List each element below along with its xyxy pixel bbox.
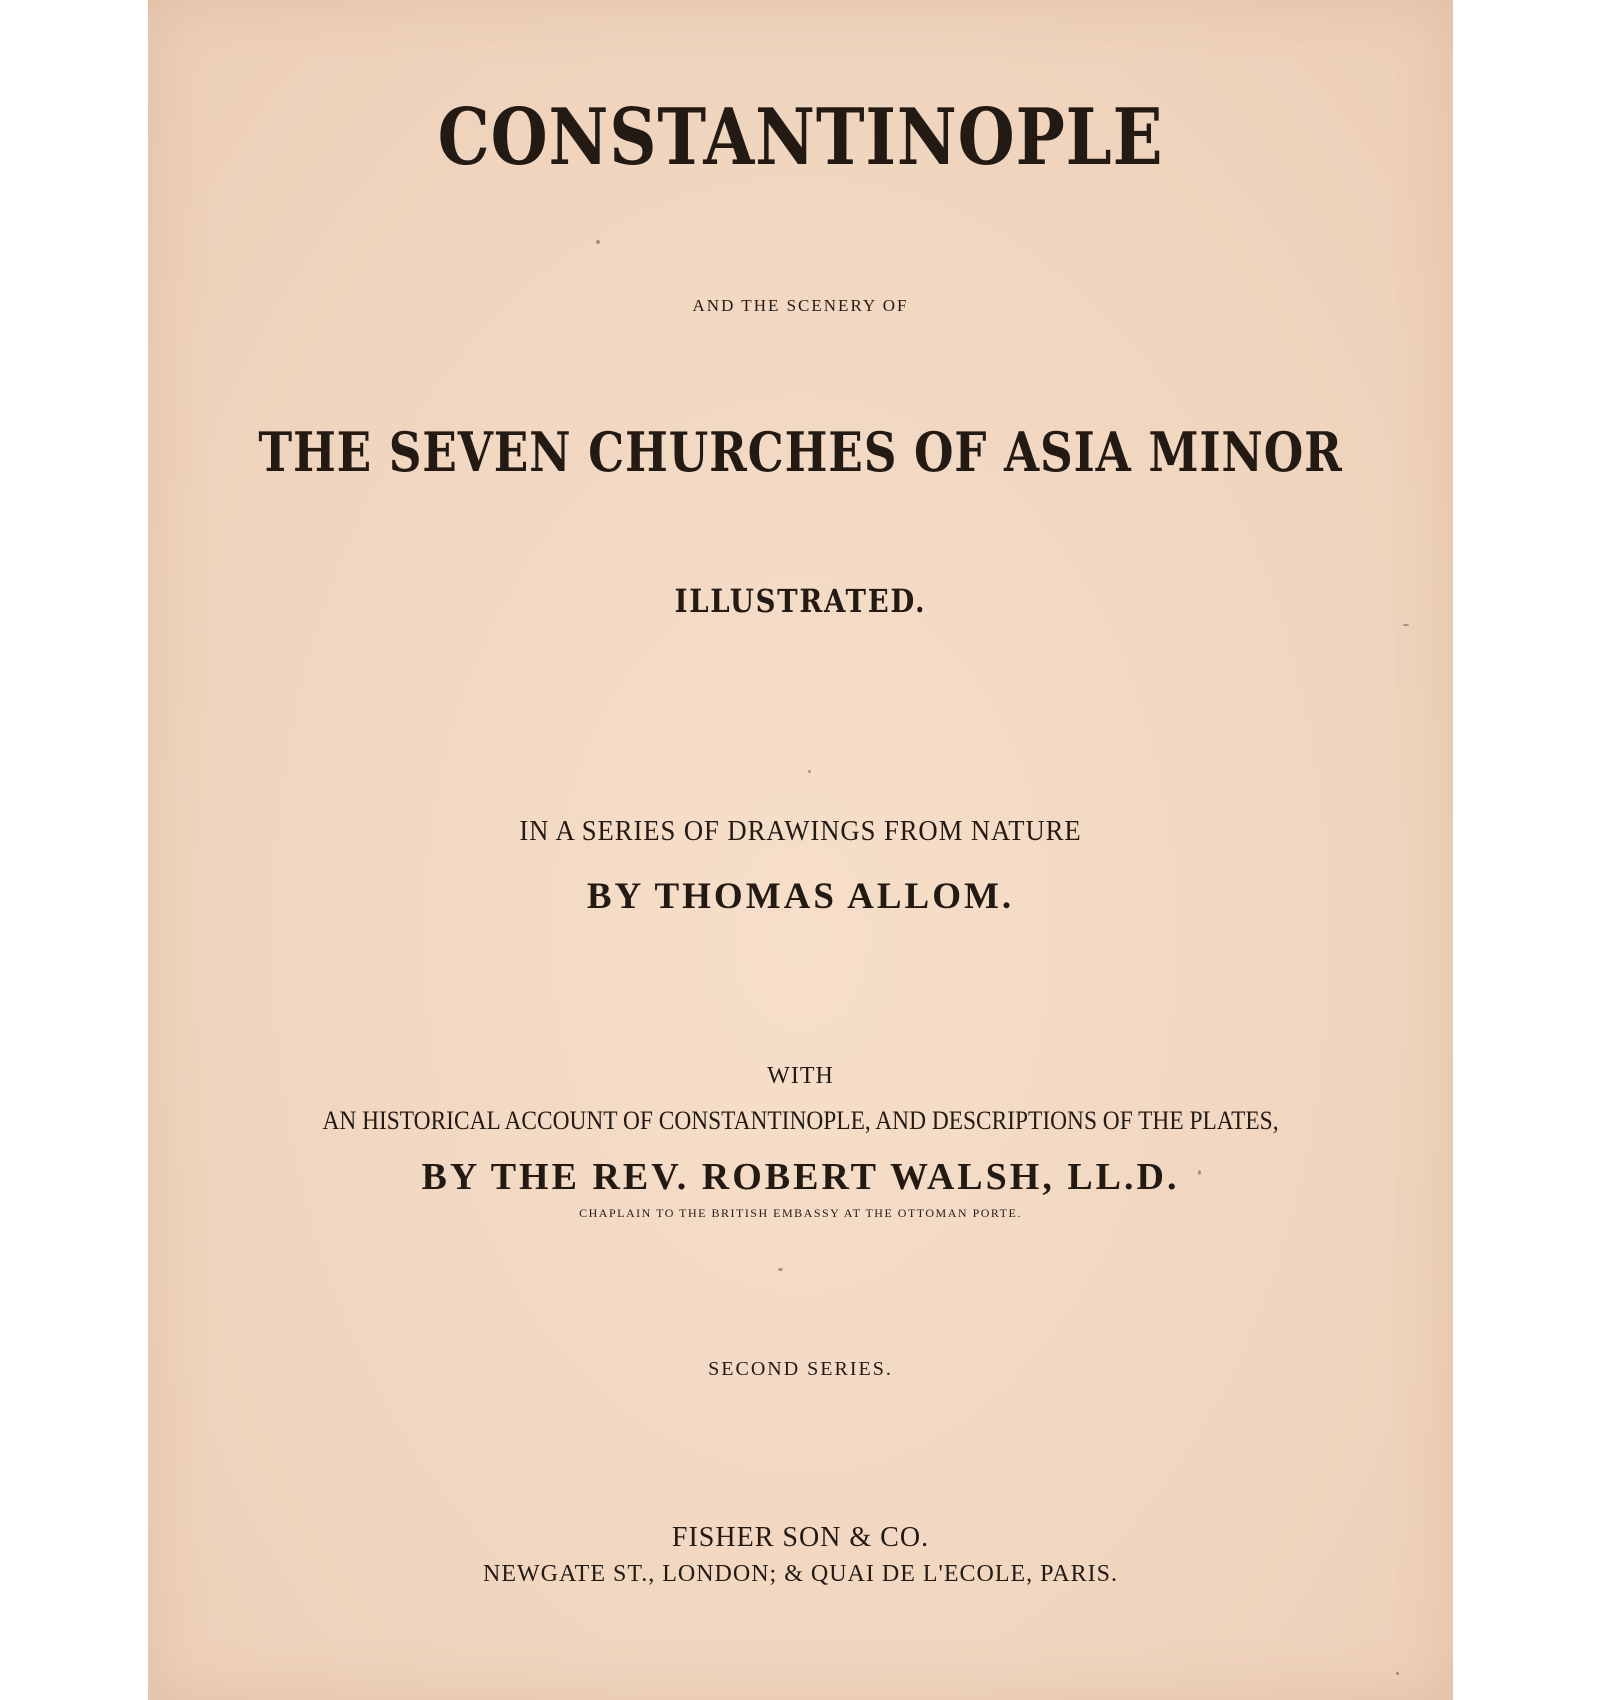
paper-speck [1403, 624, 1409, 626]
series-description: IN A SERIES OF DRAWINGS FROM NATURE [519, 815, 1082, 847]
with-line: WITH [767, 1063, 834, 1089]
subtitle-main: THE SEVEN CHURCHES OF ASIA MINOR [258, 420, 1343, 484]
chaplain-line: CHAPLAIN TO THE BRITISH EMBASSY AT THE OTTOMAN PORTE. [579, 1206, 1022, 1220]
paper-speck [1198, 1170, 1201, 1175]
book-title: CONSTANTINOPLE [437, 92, 1164, 183]
edition-label: SECOND SERIES. [708, 1358, 893, 1380]
publisher-address: NEWGATE ST., LONDON; & QUAI DE L'ECOLE, PARIS. [483, 1561, 1118, 1587]
account-line: AN HISTORICAL ACCOUNT OF CONSTANTINOPLE, AND DESCRIPTIONS OF THE PLATES, [322, 1106, 1279, 1135]
publisher-name: FISHER SON & CO. [671, 1522, 930, 1553]
illustrated-label: ILLUSTRATED. [674, 582, 927, 620]
paper-speck [808, 770, 811, 773]
paper-speck [778, 1268, 783, 1271]
title-page [148, 0, 1453, 1700]
paper-speck [596, 240, 600, 244]
subtitle-intro: AND THE SCENERY OF [692, 296, 909, 315]
paper-speck [1396, 1672, 1399, 1675]
reverend-line: BY THE REV. ROBERT WALSH, LL.D. [421, 1156, 1180, 1198]
author-line: BY THOMAS ALLOM. [586, 876, 1015, 917]
